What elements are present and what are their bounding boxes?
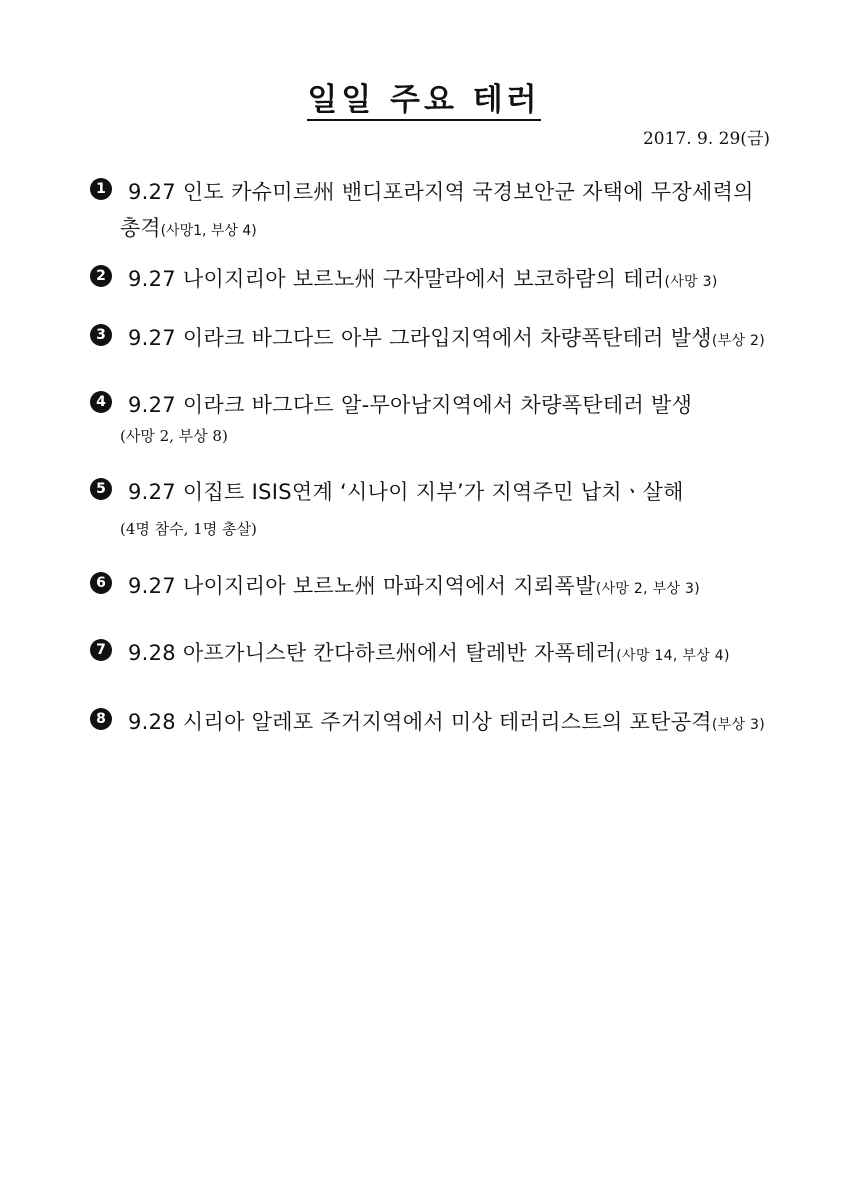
item-text: 9.27 이집트 ISIS연계 ‘시나이 지부’가 지역주민 납치ㆍ살해 [128,480,684,504]
item-marker: 2 [90,265,112,287]
item-marker: 1 [90,178,112,200]
item-text-cont: 총격(사망1, 부상 4) [120,216,257,240]
item-note: (사망 14, 부상 4) [616,648,730,664]
item-note: (사망1, 부상 4) [160,223,257,239]
item-text: 9.28 아프가니스탄 칸다하르州에서 탈레반 자폭테러(사망 14, 부상 4) [128,641,730,665]
item-note: (사망 3) [664,274,718,290]
item-note: (사망 2, 부상 3) [595,581,700,597]
item-text: 9.27 나이지리아 보르노州 구자말라에서 보코하람의 테러(사망 3) [128,267,718,291]
item-note: (사망 2, 부상 8) [120,427,228,445]
item-text: 9.27 나이지리아 보르노州 마파지역에서 지뢰폭발(사망 2, 부상 3) [128,574,700,598]
item-note: (4명 참수, 1명 총살) [120,520,257,538]
item-marker: 8 [90,708,112,730]
item-note: (부상 2) [711,333,766,349]
item-marker: 6 [90,572,112,594]
item-text: 9.27 이라크 바그다드 알-무아남지역에서 차량폭탄테러 발생 [128,393,693,417]
item-marker: 7 [90,639,112,661]
report-date: 2017. 9. 29(금) [642,129,770,149]
item-text: 9.28 시리아 알레포 주거지역에서 미상 테러리스트의 포탄공격(부상 3) [128,710,766,734]
item-note: (부상 3) [711,717,766,733]
item-marker: 5 [90,478,112,500]
item-text: 9.27 인도 카슈미르州 밴디포라지역 국경보안군 자택에 무장세력의 [128,180,754,204]
item-marker: 4 [90,391,112,413]
item-text: 9.27 이라크 바그다드 아부 그라입지역에서 차량폭탄테러 발생(부상 2) [128,326,766,350]
item-marker: 3 [90,324,112,346]
page-title: 일일 주요 테러 [0,74,848,119]
